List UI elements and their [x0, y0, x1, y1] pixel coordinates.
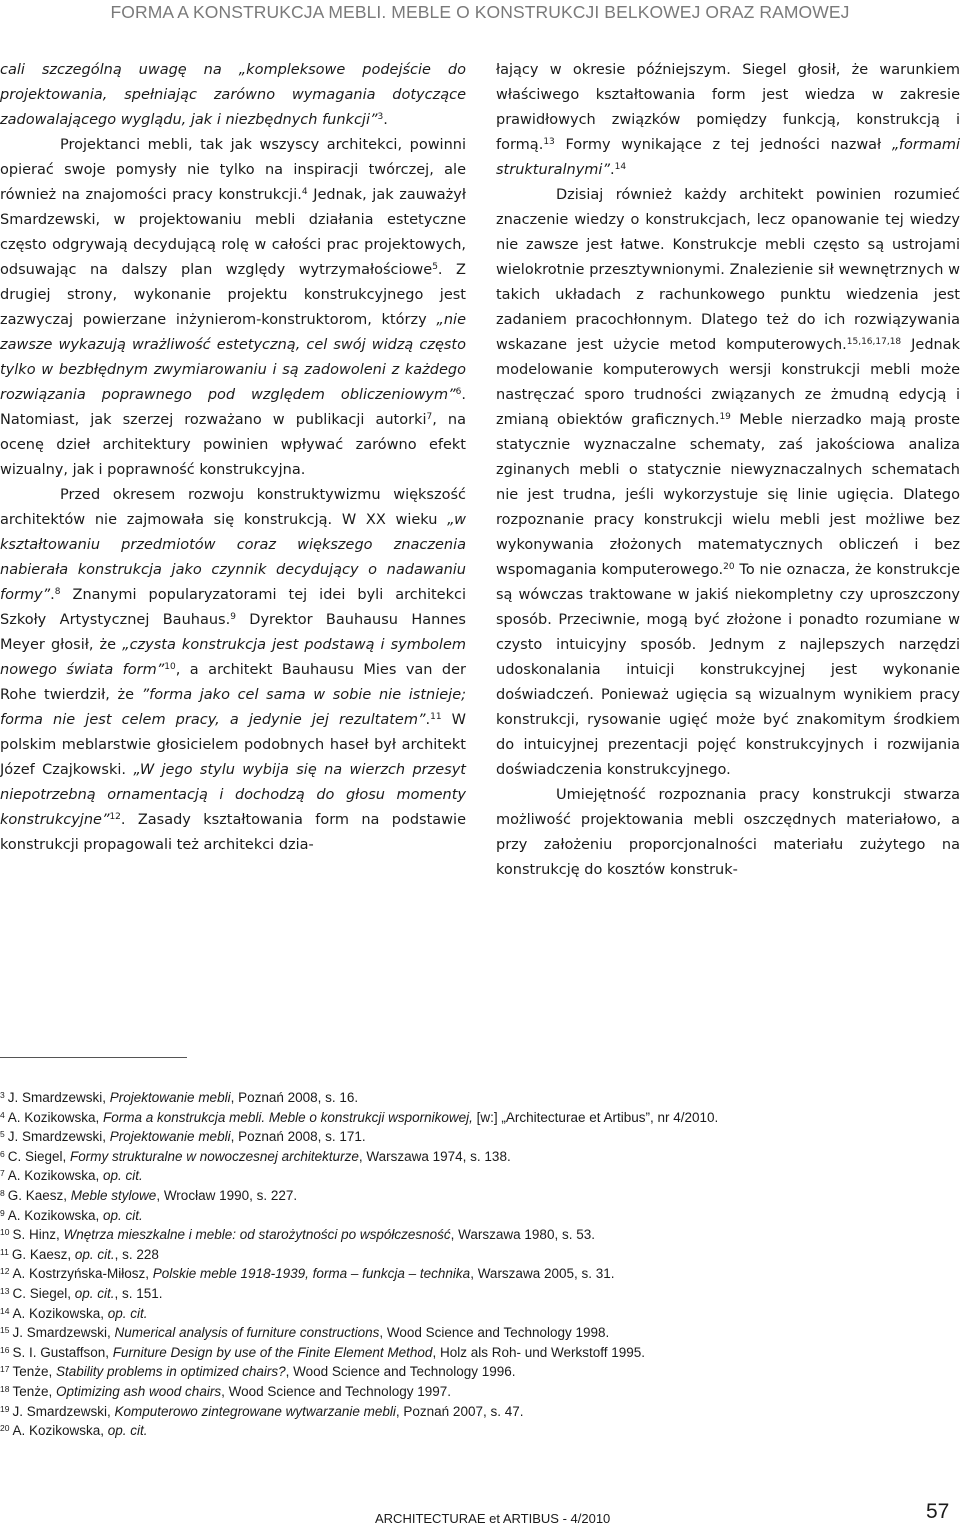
text-run: Przed okresem rozwoju konstruktywizmu większość architektów nie zajmowała się konstrukcją. W XX wieku	[0, 487, 466, 528]
footnote-ref[interactable]: 5	[432, 262, 438, 272]
footnote-author: S. Hinz,	[12, 1227, 64, 1243]
footnote-author: C. Siegel,	[7, 1148, 71, 1164]
footnote	[0, 1382, 960, 1402]
footnote-ref[interactable]: 10	[164, 662, 176, 672]
footnote-author: J. Smardzewski,	[7, 1090, 110, 1105]
footnote-title: op. cit.	[103, 1168, 143, 1184]
footnote	[0, 1304, 960, 1324]
footnote-title: op. cit.	[103, 1207, 143, 1223]
footnote-title: op. cit.	[74, 1285, 115, 1301]
text-run: łający w okresie późniejszym. Siegel głosił, że warunkiem właściwego kształtowania form jest wiedza w zakresie prawidłowych związków pomiędzy funkcją, konstrukcją i formą.	[496, 62, 960, 153]
paragraph	[496, 58, 960, 183]
quote: „czysta konstrukcja jest podstawą i symbolem nowego świata form”	[0, 637, 467, 678]
footnote-author: A. Kozikowska,	[12, 1305, 108, 1321]
text-run: .	[50, 587, 55, 603]
quote: cali szczególną uwagę na „kompleksowe podejście do projektowania, spełniając zarówno wymagania dotyczące zadowalającego wyglądu, jak i niezbędnych funkcji”	[0, 62, 466, 128]
footnote-number: 12	[0, 1266, 10, 1277]
footnote-ref[interactable]: 6	[455, 387, 462, 397]
footnote-number: 4	[0, 1109, 5, 1120]
footnote-ref[interactable]: 9	[230, 612, 236, 622]
text-run: . Natomiast, jak szerzej rozważano w publikacji autorki	[0, 387, 466, 428]
footnote	[0, 1186, 960, 1206]
footnote-title: Wnętrza mieszkalne i meble: od starożytności po współczesność	[63, 1227, 451, 1243]
text-run: Meble nierzadko mają proste statycznie wyznaczalne schematy, zaś jakościowa analiza zginanych mebli o statycznie niewyznaczalnych schematach nie jest trudna, jeśli wykorzystuje się linie ugięcia. Dlatego rozpoznanie pracy konstrukcji wielu mebli jest możliwe bez wykonywania złożonych matematycznych obliczeń i bez wspomagania komputerowego.	[496, 412, 960, 578]
footnote-number: 15	[0, 1325, 10, 1336]
footnote	[0, 1206, 960, 1226]
footnote-title: op. cit.	[107, 1423, 148, 1439]
text-run: . Zasady kształtowania form na podstawie konstrukcji propagowali też architekci dzia-	[0, 812, 466, 853]
footnote-details: , Wood Science and Technology 1997.	[221, 1383, 451, 1399]
footnote-title: Komputerowo zintegrowane wytwarzanie mebli	[114, 1403, 396, 1419]
footnote	[0, 1166, 960, 1186]
footnotes	[0, 1088, 960, 1441]
text-run: , a architekt Bauhausu Mies van der Rohe twierdził, że	[0, 662, 466, 703]
journal-footer: ARCHITECTURAE et ARTIBUS - 4/2010	[375, 1511, 611, 1526]
footnote-details: , Poznań 2008, s. 171.	[230, 1129, 366, 1145]
paragraph	[496, 783, 960, 883]
footnote	[0, 1362, 960, 1382]
footnote-author: Tenże,	[12, 1383, 56, 1399]
footnote	[0, 1284, 960, 1304]
footnote-number: 10	[0, 1227, 10, 1238]
footnote-ref[interactable]: 11	[430, 712, 442, 722]
footnote	[0, 1421, 960, 1441]
footnote-details: , s. 151.	[114, 1285, 163, 1301]
footnote-title: Polskie meble 1918-1939, forma – funkcja – technika	[152, 1266, 471, 1282]
text-run: To nie oznacza, że konstrukcje są wówczas traktowane w jakiś niekompletny czy uproszczony sposób. Przeciwnie, mogą być złożone i ponadto rozumiane w czysto intuicyjny sposób. Jednym z najlepszych narzędzi udoskonalania intuicji konstrukcyjnej jest wykonanie doświadczeń. Ponieważ ugięcia są wizualnym wynikiem pracy konstrukcji, rysowanie ugięć może być znakomitym środkiem do intuicyjnej prezentacji pojęć konstrukcyjnych i rozwijania doświadczenia konstrukcyjnego.	[496, 562, 960, 778]
footnote-details: , Warszawa 1974, s. 138.	[358, 1148, 511, 1164]
footnote-title: Forma a konstrukcja mebli. Meble o konstrukcji wspornikowej,	[103, 1109, 473, 1125]
footnote-details: , Wrocław 1990, s. 227.	[156, 1187, 298, 1203]
footnote-number: 3	[0, 1090, 5, 1100]
footnote-details: , Poznań 2008, s. 16.	[230, 1090, 359, 1105]
footnote-details: , Warszawa 1980, s. 53.	[450, 1227, 595, 1243]
text-run: .	[425, 712, 431, 728]
footnote-title: Numerical analysis of furniture constructions	[114, 1325, 380, 1341]
paragraph	[0, 58, 466, 133]
footnote-author: A. Kozikowska,	[7, 1109, 104, 1125]
text-run: Znanymi popularyzatorami tej idei byli architekci Szkoły Artystycznej Bauhaus.	[0, 587, 466, 628]
quote: „W jego stylu wybija się na wierzch przesyt niepotrzebną ornamentacją i dochodzą do głosu momenty konstrukcyjne”	[0, 762, 466, 828]
footnote-ref[interactable]: 20	[723, 562, 735, 572]
text-run: W polskim meblarstwie głosicielem podobnych haseł był architekt Józef Czajkowski.	[0, 712, 466, 778]
quote: „w kształtowaniu przedmiotów coraz większego znaczenia nabierała konstrukcja jako czynnik decydujący o nadawaniu formy”	[0, 512, 466, 603]
quote: „formami strukturalnymi”	[496, 137, 960, 178]
footnote-number: 14	[0, 1305, 10, 1316]
footnote-author: Tenże,	[12, 1364, 56, 1380]
footnote-details: , Holz als Roh- und Werkstoff 1995.	[432, 1344, 646, 1360]
footnote-ref[interactable]: 19	[719, 412, 731, 422]
footnote-author: J. Smardzewski,	[12, 1403, 115, 1419]
footnote-number: 16	[0, 1344, 10, 1355]
footnote-ref[interactable]: 13	[543, 137, 555, 147]
footnote-ref[interactable]: 4	[301, 187, 308, 197]
footnote-number: 18	[0, 1383, 10, 1394]
footnote-ref[interactable]: 12	[109, 812, 121, 822]
text-run: .	[383, 112, 388, 128]
footnote	[0, 1245, 960, 1265]
footnote-number: 19	[0, 1403, 10, 1414]
footnote-title: op. cit.	[74, 1246, 115, 1262]
footnote	[0, 1343, 960, 1363]
footnote-number: 6	[0, 1148, 5, 1159]
footnote-title: Projektowanie mebli	[109, 1129, 231, 1145]
text-run: Jednak modelowanie komputerowych wersji konstrukcji mebli może nastręczać sporo trudności związanych ze żmudną edycją i zmianą obiektów graficznych.	[496, 337, 960, 428]
footnote	[0, 1147, 960, 1167]
footnote-ref[interactable]: 3	[377, 112, 384, 122]
footnote-number: 17	[0, 1364, 10, 1375]
footnote	[0, 1088, 960, 1108]
footnote-title: Stability problems in optimized chairs?	[56, 1364, 286, 1380]
paragraph	[496, 183, 960, 783]
footnote-author: G. Kaesz,	[11, 1246, 75, 1262]
text-run: Formy wynikające z tej jedności nazwał	[554, 137, 892, 153]
footnote-title: Optimizing ash wood chairs	[56, 1383, 222, 1399]
footnote-author: A. Kozikowska,	[7, 1207, 104, 1223]
footnote	[0, 1225, 960, 1245]
footnote-details: , Poznań 2007, s. 47.	[395, 1403, 524, 1419]
text-run: Jednak, jak zauważył Smardzewski, w projektowaniu mebli działania estetyczne często odgrywają decydującą rolę w całości prac projektowych, odsuwając na dalszy plan względy wytrzymałościowe	[0, 187, 466, 278]
footnote-title: Meble stylowe	[70, 1187, 157, 1203]
footnote-author: J. Smardzewski,	[12, 1325, 115, 1341]
footnote-title: Furniture Design by use of the Finite Element Method	[112, 1344, 433, 1360]
text-run: . Z drugiej strony, wykonanie projektu konstrukcyjnego jest zazwyczaj powierzane inżynierom-konstruktorom, którzy	[0, 262, 466, 328]
footnote-ref[interactable]: 15,16,17,18	[846, 337, 902, 347]
page-number: 57	[926, 1500, 950, 1523]
footnote	[0, 1264, 960, 1284]
left-column	[0, 58, 466, 858]
footnote-details: , Wood Science and Technology 1998.	[379, 1325, 610, 1341]
footnote-details: [w:] „Architecturae et Artibus”, nr 4/2010.	[472, 1109, 719, 1125]
text-run: Projektanci mebli, tak jak wszyscy architekci, powinni opierać swoje pomysły nie tylko na inspiracji twórczej, ale również na znajomości pracy konstrukcji.	[0, 137, 466, 203]
footnote-author: S. I. Gustaffson,	[12, 1344, 113, 1360]
footnote-number: 7	[0, 1168, 5, 1179]
footnote-number: 13	[0, 1285, 10, 1296]
paragraph	[0, 483, 466, 858]
footnote-author: J. Smardzewski,	[7, 1129, 110, 1145]
footnote-title: Projektowanie mebli	[109, 1090, 231, 1105]
footnote-title: op. cit.	[107, 1305, 148, 1321]
footnote-author: A. Kostrzyńska-Miłosz,	[12, 1266, 153, 1282]
footnote-ref[interactable]: 7	[426, 412, 433, 422]
right-column	[496, 58, 960, 883]
footnote-author: G. Kaesz,	[7, 1187, 71, 1203]
quote: „nie zawsze wykazują wrażliwość estetyczną, cel swój widzą często tylko w bezbłędnym zwymiarowaniu i są zadowoleni z każdego rozwiązania poprawnego pod względem obliczeniowym”	[0, 312, 466, 403]
footnote-author: A. Kozikowska,	[7, 1168, 104, 1184]
footnote-author: A. Kozikowska,	[12, 1423, 108, 1439]
running-header: FORMA A KONSTRUKCJA MEBLI. MEBLE O KONSTRUKCJI BELKOWEJ ORAZ RAMOWEJ	[110, 2, 850, 22]
footnote	[0, 1402, 960, 1422]
text-run: .	[609, 162, 615, 178]
footnote	[0, 1127, 960, 1147]
paragraph	[0, 133, 466, 483]
footnote-number: 9	[0, 1207, 5, 1218]
footnote-details: , s. 228	[114, 1246, 159, 1262]
footnote	[0, 1323, 960, 1343]
text-run: , na ocenę dzieł architektury powinien wpływać zarówno efekt wizualny, jak i poprawność konstrukcyjna.	[0, 412, 466, 478]
text-run: Dzisiaj również każdy architekt powinien rozumieć znaczenie wiedzy o konstrukcjach, lecz opanowanie tej wiedzy nie zawsze jest łatwe. Konstrukcje mebli często są ustrojami wielokrotnie przesztywnionymi. Znalezienie sił wewnętrznych w takich układach z rachunkowego punktu wiedzenia jest zadaniem pracochłonnym. Dlatego też do ich rozwiązywania wskazane jest użycie metod komputerowych.	[496, 187, 960, 353]
footnote-number: 5	[0, 1129, 5, 1140]
footnote-number: 8	[0, 1187, 5, 1198]
footnote-ref[interactable]: 8	[54, 587, 61, 597]
footnote-ref[interactable]: 14	[614, 162, 627, 172]
footnote-details: , Wood Science and Technology 1996.	[285, 1364, 516, 1380]
footnote-divider	[0, 1057, 187, 1058]
footnote-author: C. Siegel,	[12, 1285, 75, 1301]
footnote-number: 20	[0, 1423, 10, 1434]
text-run: Dyrektor Bauhausu Hannes Meyer głosił, że	[0, 612, 466, 653]
text-run: Umiejętność rozpoznania pracy konstrukcji stwarza możliwość projektowania mebli oszczędnych materiałowo, a przy założeniu proporcjonalności materiału zużytego na konstrukcję do kosztów konstruk-	[496, 787, 960, 878]
footnote-number: 11	[0, 1246, 9, 1257]
quote: ”forma jako cel sama w sobie nie istnieje; forma nie jest celem pracy, a jedynie jej rezultatem”	[0, 687, 466, 728]
footnote-title: Formy strukturalne w nowoczesnej architekturze	[70, 1148, 359, 1164]
footnote-details: , Warszawa 2005, s. 31.	[470, 1266, 615, 1282]
footnote	[0, 1108, 960, 1128]
